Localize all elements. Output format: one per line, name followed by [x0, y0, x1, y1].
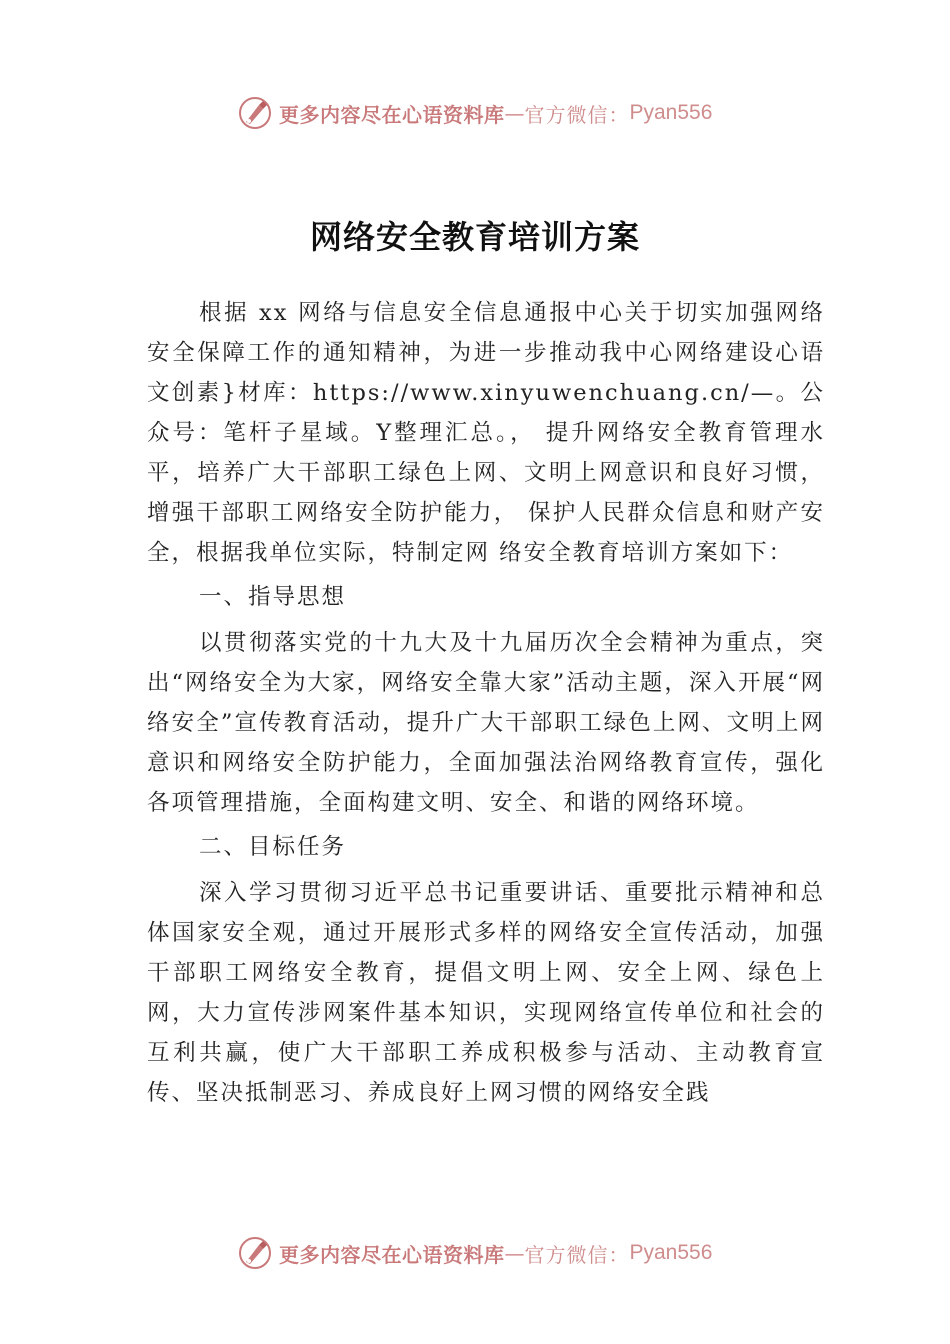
pen-nib-logo-icon	[237, 95, 273, 131]
banner-wechat-label: 官方微信：	[524, 1242, 630, 1267]
banner-wechat-id: Pyan556	[629, 1241, 713, 1264]
footer-watermark-banner	[237, 1233, 712, 1273]
banner-wechat-id: Pyan556	[629, 101, 713, 124]
banner-wechat-label: 官方微信：	[524, 102, 630, 127]
banner-main-text: 更多内容尽在心语资料库	[279, 1242, 505, 1267]
section-heading: 二、目标任务	[199, 834, 347, 860]
document-body	[147, 293, 825, 1117]
section-heading: 一、指导思想	[199, 584, 347, 610]
banner-main-text: 更多内容尽在心语资料库	[279, 102, 505, 127]
pen-nib-logo-icon	[237, 1235, 273, 1271]
body-paragraph: 深入学习贯彻习近平总书记重要讲话、重要批示精神和总体国家安全观，通过开展形式多样的网络安全宣传活动，加强干部职工网络安全教育，提倡文明上网、安全上网、绿色上网，大力宣传涉网案件基本知识，实现网络宣传单位和社会的互利共赢，使广大干部职工养成积极参与活动、主动教育宣传、坚决抵制恶习、养成良好上网习惯的网络安全践	[147, 880, 825, 1106]
banner-separator: —	[504, 101, 525, 125]
header-watermark-banner	[237, 93, 712, 133]
document-title: 网络安全教育培训方案	[309, 218, 640, 256]
body-paragraph: 以贯彻落实党的十九大及十九届历次全会精神为重点，突出“网络安全为大家，网络安全靠大家”活动主题，深入开展“网络安全”宣传教育活动，提升广大干部职工绿色上网、文明上网意识和网络安全防护能力，全面加强法治网络教育宣传，强化各项管理措施，全面构建文明、安全、和谐的网络环境。	[147, 630, 825, 816]
body-paragraph: 根据 xx 网络与信息安全信息通报中心关于切实加强网络安全保障工作的通知精神，为进一步推动我中心网络建设心语文创素}材库：https://www.xinyuwenchuang.cn/—。公众号：笔杆子星域。Y整理汇总。， 提升网络安全教育管理水平，培养广大干部职工绿色上网、文明上网意识和良好习惯，增强干部职工网络安全防护能力， 保护人民群众信息和财产安全，根据我单位实际，特制定网 络安全教育培训方案如下：	[147, 300, 825, 566]
banner-separator: —	[504, 1241, 525, 1265]
